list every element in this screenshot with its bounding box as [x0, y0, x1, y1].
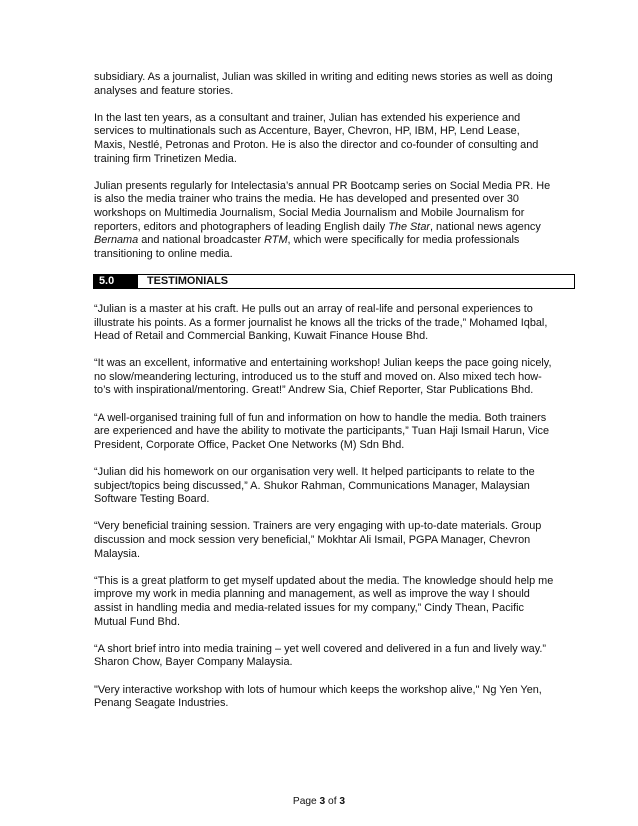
bio-paragraph-3 [94, 180, 554, 262]
testimonial: “This is a great platform to get myself updated about the media. The knowledge should help me improve my work in media planning and management, as well as improve the way I should assist in handling media and media-related issues for my company,” Cindy Thean, Pacific Mutual Fund Bhd. [94, 574, 554, 628]
testimonial: “A well-organised training full of fun and information on how to handle the media. Both trainers are experienced and have the ability to motivate the participants,” Tuan Haji Ismail Harun, Vice President, Corporate Office, Packet One Networks (M) Sdn Bhd. [94, 411, 550, 451]
testimonial: "Very interactive workshop with lots of humour which keeps the workshop alive," Ng Yen Yen, Penang Seagate Industries. [94, 683, 542, 710]
the-star-name: The Star [388, 220, 430, 233]
bio-paragraph-1: subsidiary. As a journalist, Julian was skilled in writing and editing news stories as well as doing analyses and feature stories. [94, 71, 553, 97]
section-title: TESTIMONIALS [147, 274, 229, 287]
section-header-testimonials [93, 274, 575, 289]
testimonial: “Julian did his homework on our organisation very well. It helped participants to relate to the subject/topics being discussed,” A. Shukor Rahman, Communications Manager, Malaysian Software Testing Board. [94, 466, 535, 506]
testimonial: “It was an excellent, informative and entertaining workshop! Julian keeps the pace going nicely, no slow/meandering lecturing, introduced us to the stuff and moved on. Also mixed tech how-to’s with inspirational/mentoring. Great!” Andrew Sia, Chief Reporter, Star Publications Bhd. [94, 357, 552, 397]
footer-of-word: of [325, 796, 340, 807]
page-content [94, 71, 554, 724]
bio-p3-text-4: , which were specifically for media professionals transitioning to online media. [94, 234, 520, 260]
bio-p3-text-3: and national broadcaster [138, 234, 265, 247]
bernama-name: Bernama [94, 234, 139, 247]
bio-p3-text-2: , national news agency [430, 220, 541, 233]
footer-total-pages: 3 [339, 796, 346, 807]
bio-paragraph-2: In the last ten years, as a consultant and trainer, Julian has extended his experience and services to multinationals such as Accenture, Bayer, Chevron, HP, IBM, HP, Lend Lease, Maxis, Nestlé, Petronas and Proton. He is also the director and co-founder of consulting and training firm Trinetizen Media. [94, 111, 539, 165]
page-footer [0, 796, 638, 808]
footer-page-word: Page [292, 796, 320, 807]
testimonial: “Julian is a master at his craft. He pulls out an array of real-life and personal experiences to illustrate his points. As a former journalist he knows all the tricks of the trade,” Mohamed Iqbal, Head of Retail and Commercial Banking, Kuwait Finance House Bhd. [94, 302, 548, 343]
section-number: 5.0 [94, 275, 138, 288]
rtm-name: RTM [264, 234, 288, 247]
testimonial: “Very beneficial training session. Trainers are very engaging with up-to-date materials. Group discussion and mock session very beneficial,” Mokhtar Ali Ismail, PGPA Manager, Chevron Malaysia. [94, 520, 542, 560]
testimonial: “A short brief intro into media training – yet well covered and delivered in a fun and lively way.” Sharon Chow, Bayer Company Malaysia. [94, 642, 546, 669]
footer-current-page: 3 [319, 796, 326, 807]
bio-p3-text-1: Julian presents regularly for Intelectasia’s annual PR Bootcamp series on Social Media PR. He is also the media trainer who trains the media. He has developed and presented over 30 workshops on Multimedia Journalism, Social Media Journalism and Mobile Journalism for reporters, editors and photographers of leading English daily [94, 179, 551, 233]
